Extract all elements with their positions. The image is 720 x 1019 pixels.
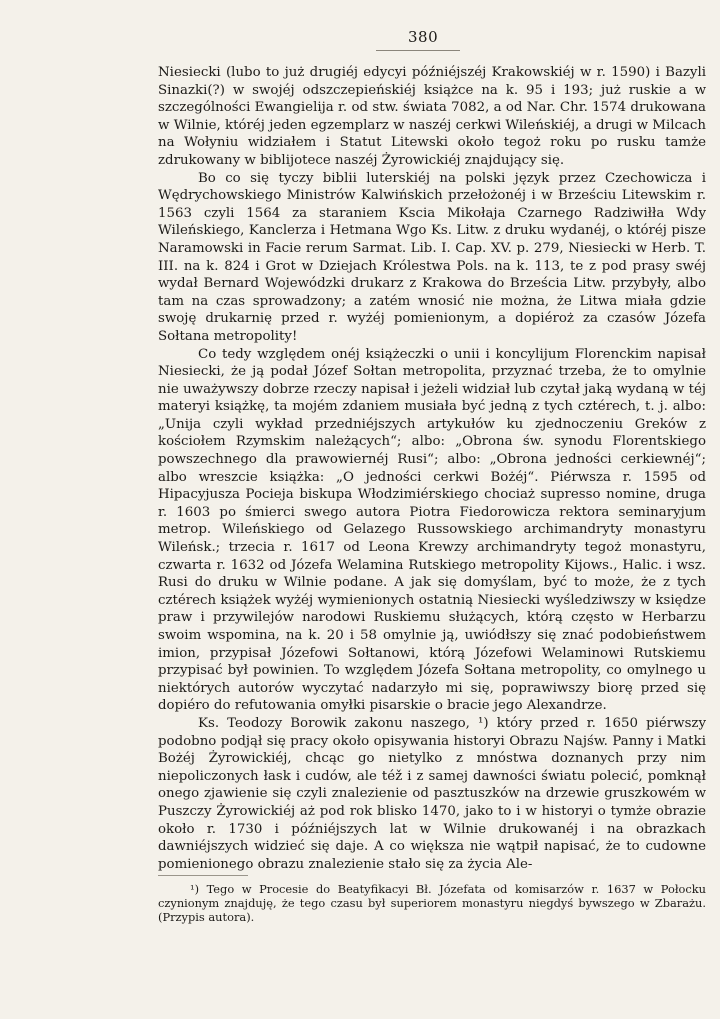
body-text: [158, 64, 706, 873]
paragraph: Niesiecki (lubo to już drugiéj edycyi późniéjszéj Krakowskiéj w r. 1590) i Bazyli Sinazki(?) w swojéj odszczepieńskiéj książce na k. 95 i 193; już ruskie a w szczególności Ewangielija r. od stw. świata 7082, a od Nar. Chr. 1574 drukowana w Wilnie, któréj jeden egzemplarz w naszéj cerkwi Wileńskiéj, a drugi w Milcach na Wołyniu widziałem i Statut Litewski około tegoż roku po rusku tamże zdrukowany w biblijotece naszéj Żyrowickiéj znajdujący się.: [158, 65, 706, 168]
footnote: [158, 882, 706, 925]
header-rule: [376, 50, 460, 51]
paragraph: Ks. Teodozy Borowik zakonu naszego, ¹) który przed r. 1650 piérwszy podobno podjął się pracy około opisywania historyi Obrazu Najśw. Panny i Matki Bożéj Żyrowickiéj, chcąc go nietylko z mnóstwa doznanych przy nim niepoliczonych łask i cudów, ale též i z samej dawności światu polecić, pomknął onego zjawienie się czyli znalezienie od pasztuszków na drzewie gruszkowém w Puszczy Żyrowickiéj aż pod rok blisko 1470, jako to i w historyi o tymże obrazie około r. 1730 i późniéjszych lat w Wilnie drukowanéj i na obrazkach dawniéjszych widzieć się daje. A co większa nie wątpił napisać, że to cudowne pomienionego obrazu znalezienie stało się za życia Ale-: [158, 715, 706, 872]
paragraph: Co tedy względem onéj książeczki o unii i koncylijum Florenckim napisał Niesiecki, że ją podał Józef Sołtan metropolita, przyznać trzeba, że to omylnie nie uważywszy dobrze rzeczy napisał i jeżeli widział lub czytał jaką wydaną w téj materyi książkę, ta mojém zdaniem musiała być jedną z tych cztérech, t. j. albo: „Unija czyli wykład przedniéjszych artykułów ku zjednoczeniu Greków z kościołem Rzymskim należących“; albo: „Obrona św. synodu Florentskiego powszechnego dla prawowiernéj Rusi“; albo: „Obrona jedności cerkiewnéj“; albo wreszcie książka: „O jedności cerkwi Bożéj“. Piérwsza r. 1595 od Hipacyjusza Pocieja biskupa Włodzimiérskiego chociaż supresso nomine, druga r. 1603 po śmierci swego autora Piotra Fiedorowicza rektora seminaryjum metrop. Wileńskiego od Gelazego Russowskiego archimandryty monastyru Wileńsk.; trzecia r. 1617 od Leona Krewzy archimandryty tegoż monastyru, czwarta r. 1632 od Józefa Welamina Rutskiego metropolity Kijows., Halic. i wsz. Rusi do druku w Wilnie podane. A jak się domyślam, być to może, że z tych cztérech książek wyżéj wymienionych ostatnią Niesiecki wyśledziwszy w księdze praw i przywilejów narodowi Ruskiemu służących, którą często w Herbarzu swoim wspomina, na k. 20 i 58 omylnie ją, uwiódłszy się znać podobieństwem imion, przypisał Józefowi Sołtanowi, którą Józefowi Welaminowi Rutskiemu przypisać był powinien. To względem Józefa Sołtana metropolity, co omylnego u niektórych autorów wyczytać nadarzyło mi się, poprawiwszy biorę przed się dopiéro do refutowania omyłki pisarskie o bracie jego Alexandrze.: [158, 346, 706, 714]
page-number: 380: [408, 28, 439, 46]
paragraph: Bo co się tyczy biblii luterskiéj na polski język przez Czechowicza i Wędrychowskiego Ministrów Kalwińskich przełożonéj i w Brześciu Litewskim r. 1563 czyli 1564 za staraniem Kscia Mikołaja Czarnego Radziwiłła Wdy Wileńskiego, Kanclerza i Hetmana Wgo Ks. Litw. z druku wydanéj, o któréj pisze Naramowski in Facie rerum Sarmat. Lib. I. Cap. XV. p. 279, Niesiecki w Herb. T. III. na k. 824 i Grot w Dziejach Królestwa Pols. na k. 113, te z pod prasy swéj wydał Bernard Wojewódzki drukarz z Krakowa do Brześcia Litw. przybyły, albo tam na czas sprowadzony; a zatém wnosić nie można, że Litwa miała gdzie swoję drukarnię przed r. wyżéj pomienionym, a dopiéroż za czasów Józefa Sołtana metropolity!: [158, 170, 706, 344]
footnote-text: ¹) Tego w Procesie do Beatyfikacyi Bł. Józefata od komisarzów r. 1637 w Połocku czynionym znajduję, że tego czasu był superiorem monastyru niegdyś bywszego w Zbarażu. (Przypis autora).: [158, 882, 706, 925]
footnote-rule: [158, 875, 248, 876]
